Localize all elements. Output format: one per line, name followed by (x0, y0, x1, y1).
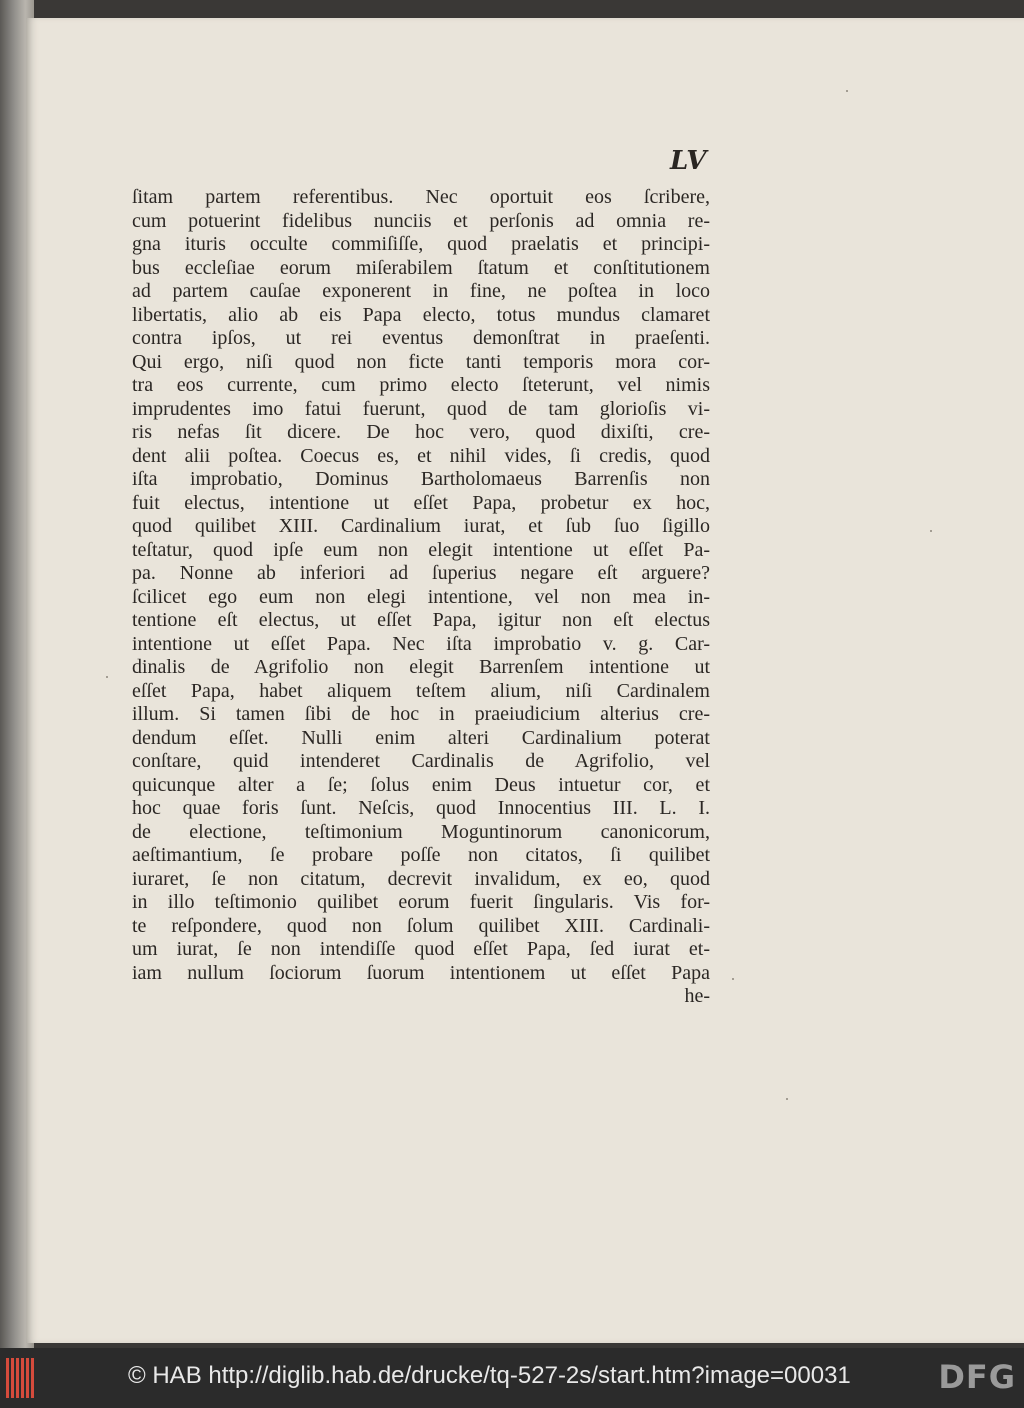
text-line: iam nullum ſociorum ſuorum intentionem ut eſſet Papa (132, 961, 710, 984)
text-line: he- (684, 985, 710, 1007)
text-line: ſitam partem referentibus. Nec oportuit eos ſcribere, (132, 186, 710, 208)
text-line: quicunque alter a ſe; ſolus enim Deus intuetur cor, et (132, 773, 710, 796)
text-line: dinalis de Agrifolio non elegit Barrenſem intentione ut (132, 656, 710, 678)
text-line: ad partem cauſae exponerent in fine, ne poſtea in loco (132, 280, 710, 302)
text-line: hoc quae foris ſunt. Neſcis, quod Innocentius III. L. I. (132, 797, 710, 819)
text-line: pa. Nonne ab inferiori ad ſuperius negare eſt arguere? (132, 562, 710, 584)
text-line: conſtare, quid intenderet Cardinalis de Agrifolio, vel (132, 750, 710, 772)
text-line: tra eos currente, cum primo electo ſteterunt, vel nimis (132, 374, 710, 396)
text-line: ſcilicet ego eum non elegi intentione, vel non mea in- (132, 585, 710, 608)
text-line: teſtatur, quod ipſe eum non elegit intentione ut eſſet Pa- (132, 538, 710, 561)
text-line: ris nefas ſit dicere. De hoc vero, quod dixiſti, cre- (132, 421, 710, 443)
text-line: um iurat, ſe non intendiſſe quod eſſet Papa, ſed iurat et- (132, 938, 710, 960)
text-line: bus eccleſiae eorum miſerabilem ſtatum et conſtitutionem (132, 256, 710, 279)
dfg-logo: DFG (938, 1358, 1016, 1396)
text-line: intentione ut eſſet Papa. Nec iſta improbatio v. g. Car- (132, 632, 710, 655)
text-line: quod quilibet XIII. Cardinalium iurat, et ſub ſuo ſigillo (132, 515, 710, 537)
text-line: gna ituris occulte commiſiſſe, quod praelatis et principi- (132, 233, 710, 255)
text-line: dendum eſſet. Nulli enim alteri Cardinalium poterat (132, 726, 710, 749)
text-line: libertatis, alio ab eis Papa electo, totus mundus clamaret (132, 303, 710, 326)
body-text (132, 186, 710, 1009)
text-line: iuraret, ſe non citatum, decrevit invalidum, ex eo, quod (132, 867, 710, 890)
text-line: de electione, teſtimonium Moguntinorum canonicorum, (132, 820, 710, 843)
text-line: contra ipſos, ut rei eventus demonſtrat in praeſenti. (132, 327, 710, 349)
footer-bar (0, 1348, 1024, 1408)
text-line: fuit electus, intentione ut eſſet Papa, probetur ex hoc, (132, 491, 710, 514)
text-line: cum potuerint fidelibus nunciis et perſonis ad omnia re- (132, 209, 710, 232)
text-line: eſſet Papa, habet aliquem teſtem alium, niſi Cardinalem (132, 679, 710, 702)
text-line: in illo teſtimonio quilibet eorum fuerit ſingularis. Vis for- (132, 891, 710, 913)
text-line: te reſpondere, quod non ſolum quilibet XIII. Cardinali- (132, 914, 710, 937)
text-line: dent alii poſtea. Coecus es, et nihil vides, ſi credis, quod (132, 444, 710, 467)
copyright-link[interactable]: © HAB http://diglib.hab.de/drucke/tq-527-2s/start.htm?image=00031 (128, 1362, 851, 1389)
text-line: illum. Si tamen ſibi de hoc in praeiudicium alterius cre- (132, 703, 710, 725)
hab-logo-icon (6, 1358, 34, 1398)
text-line: iſta improbatio, Dominus Bartholomaeus Barrenſis non (132, 468, 710, 490)
text-line: aeſtimantium, ſe probare poſſe non citatos, ſi quilibet (132, 844, 710, 866)
text-line: Qui ergo, niſi quod non ficte tanti temporis mora cor- (132, 350, 710, 373)
page-number: LV (670, 146, 708, 176)
text-line: tentione eſt electus, ut eſſet Papa, igitur non eſt electus (132, 609, 710, 631)
text-line: imprudentes imo fatui fuerunt, quod de tam glorioſis vi- (132, 397, 710, 420)
